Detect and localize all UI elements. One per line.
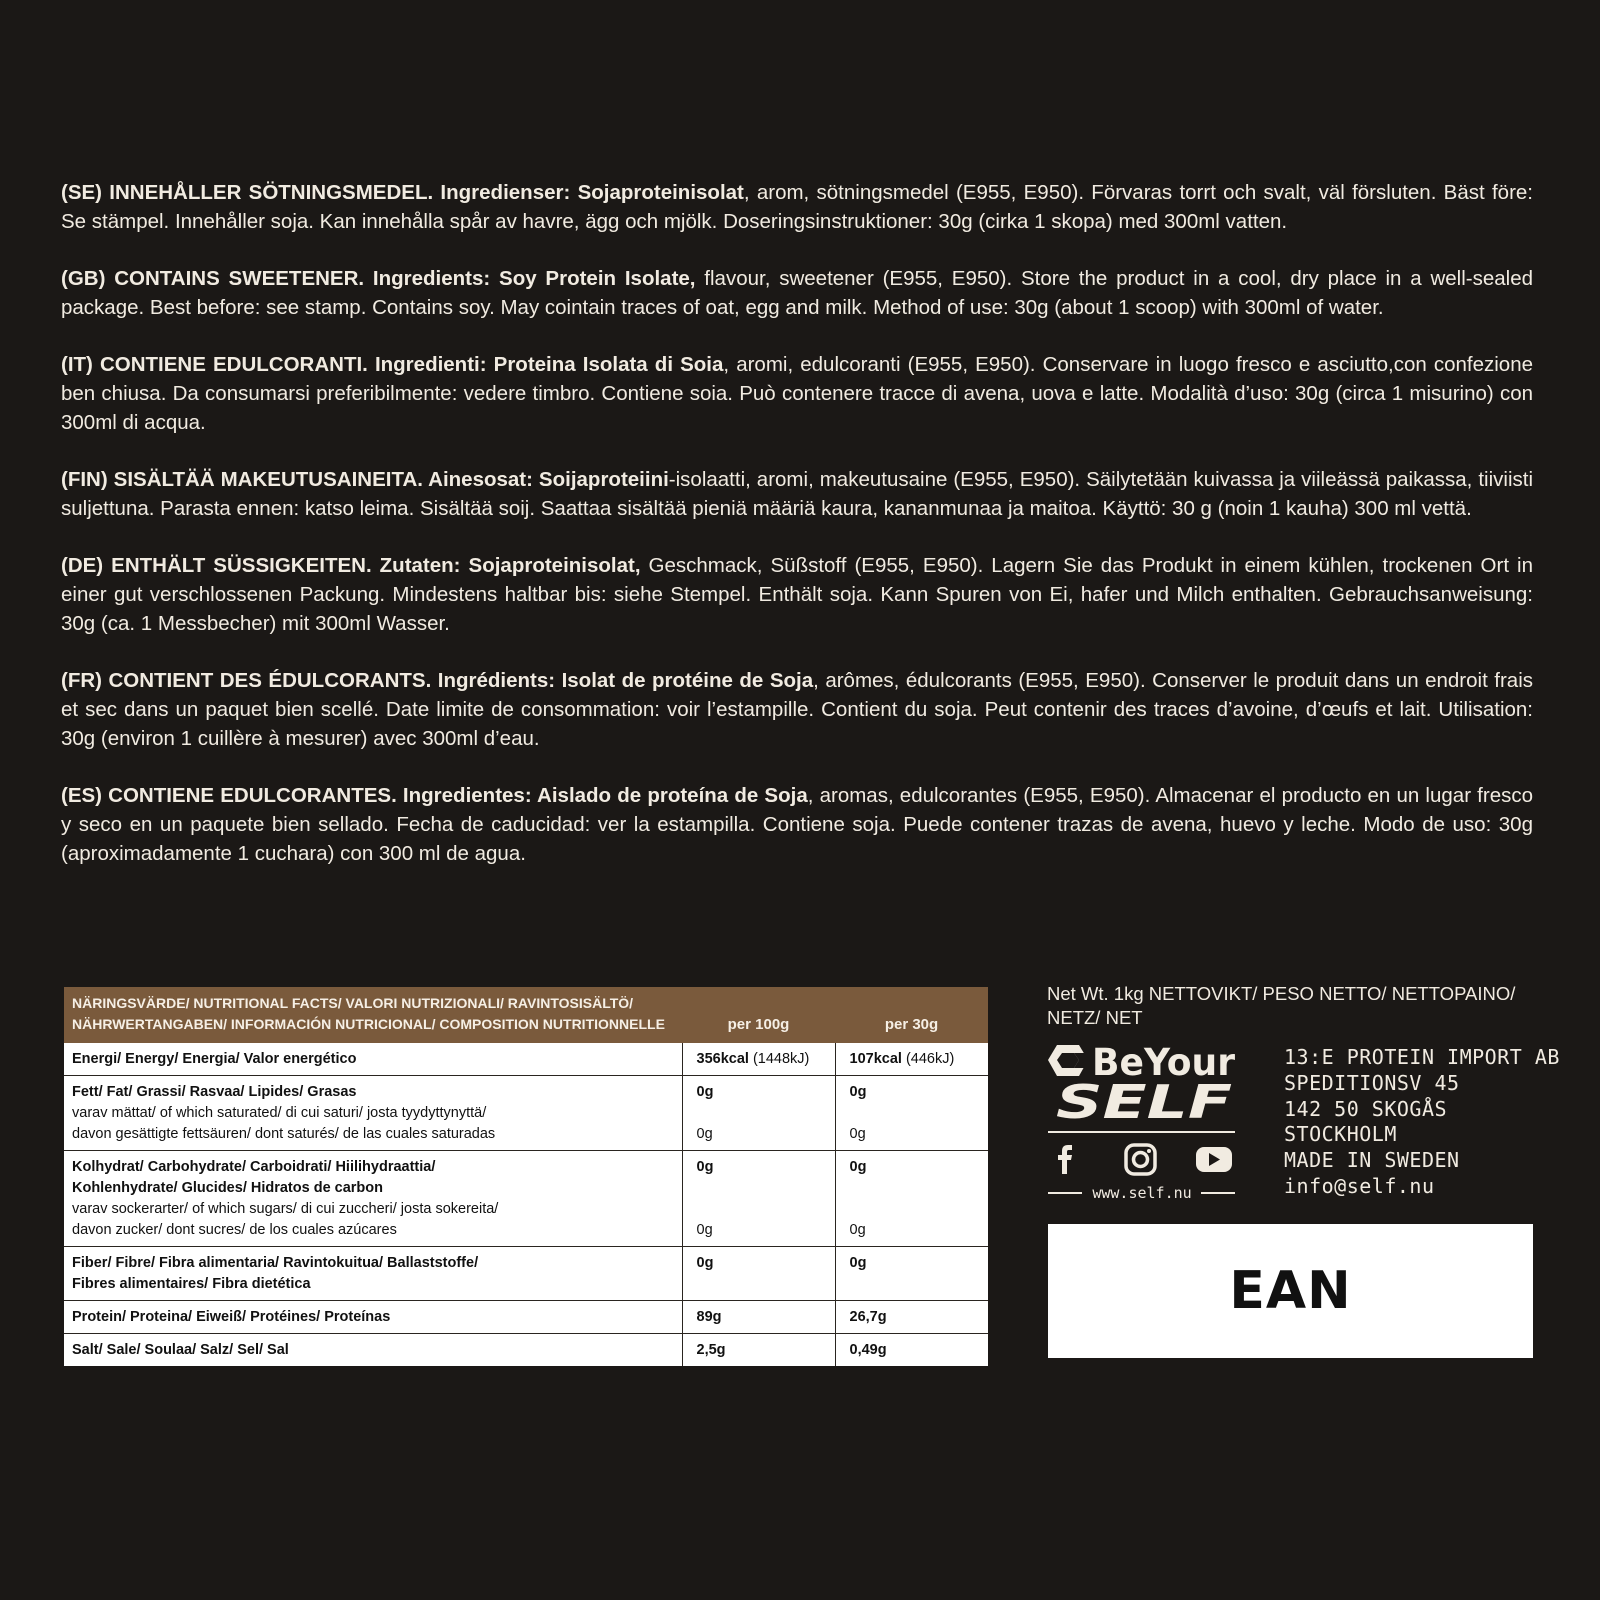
ean-box <box>1048 1224 1533 1358</box>
company-origin: MADE IN SWEDEN <box>1284 1148 1460 1173</box>
youtube-icon[interactable] <box>1196 1147 1232 1172</box>
saturated-label-1: varav mättat/ of which saturated/ di cui saturi/ josta tyydyttynyttä/ <box>72 1105 487 1121</box>
sugars-label-1: varav sockerarter/ of which sugars/ di cui zuccheri/ josta sokereita/ <box>72 1201 499 1217</box>
instagram-icon[interactable] <box>1126 1145 1155 1174</box>
ingredients-block <box>61 178 1533 896</box>
salt-100g: 2,5g <box>696 1342 726 1358</box>
carbs-label-1: Kolhydrat/ Carbohydrate/ Carboidrati/ Hiilihydraattia/ <box>72 1159 436 1175</box>
company-email[interactable]: info@self.nu <box>1284 1173 1435 1198</box>
company-city: STOCKHOLM <box>1284 1122 1397 1147</box>
salt-label: Salt/ Sale/ Soulaa/ Salz/ Sel/ Sal <box>72 1342 289 1358</box>
nutrition-header-title: NÄRINGSVÄRDE/ NUTRITIONAL FACTS/ VALORI NUTRIZIONALI/ RAVINTOSISÄLTÖ/ NÄHRWERTANGABEN/ INFORMACIÓN NUTRICIONAL/ COMPOSITION NUTRITIONNELLE <box>64 987 682 1043</box>
net-weight: Net Wt. 1kg NETTOVIKT/ PESO NETTO/ NETTOPAINO/ NETZ/ NET <box>1047 983 1516 1028</box>
brand-logo-graphic <box>1048 1043 1237 1205</box>
company-name: 13:E PROTEIN IMPORT AB <box>1284 1045 1560 1069</box>
company-postal: 142 50 SKOGÅS <box>1284 1096 1448 1121</box>
hexagon-icon <box>1048 1045 1088 1076</box>
energy-100g: 356kcal (1448kJ) <box>696 1051 810 1067</box>
salt-30g: 0,49g <box>849 1342 887 1358</box>
ingredients-es: (ES) CONTIENE EDULCORANTES. Ingredientes: Aislado de proteína de Soja, aromas, edulcorantes (E955, E950). Almacenar el producto en un lugar fresco y seco en un paquete bien sellado. Fecha de caducidad: ver la estampilla. Contiene soja. Puede contener trazas de avena, huevo y leche. Modo de uso: 30g (aproximadamente 1 cuchara) con 300 ml de agua. <box>61 784 1534 865</box>
saturated-100g: 0g <box>696 1126 713 1142</box>
ingredients-de: (DE) ENTHÄLT SÜSSIGKEITEN. Zutaten: Sojaproteinisolat, Geschmack, Süßstoff (E955, E950). Lagern Sie das Produkt in einem kühlen, trockenen Ort in einer gut verschlossenen Packung. Mindestens haltbar bis: siehe Stempel. Enthält soja. Kann Spuren von Ei, hafer und Milch enthalten. Gebrauchsanweisung: 30g (ca. 1 Messbecher) mit 300ml Wasser. <box>61 554 1533 635</box>
brand-line2: SELF <box>1056 1075 1232 1129</box>
brand-line1: BeYour <box>1092 1043 1236 1084</box>
sugars-100g: 0g <box>696 1222 713 1238</box>
table-row <box>64 1151 988 1247</box>
ingredients-gb: (GB) CONTAINS SWEETENER. Ingredients: Soy Protein Isolate, flavour, sweetener (E955, E950). Store the product in a cool, dry place in a well-sealed package. Best before: see stamp. Contains soy. May cointain traces of oat, egg and milk. Method of use: 30g (about 1 scoop) with 300ml of water. <box>61 267 1533 319</box>
sugars-label-2: davon zucker/ dont sucres/ de los cuales azúcares <box>72 1222 397 1238</box>
col-per-30g: per 30g <box>835 987 988 1043</box>
table-row <box>64 1076 988 1151</box>
fiber-label-1: Fiber/ Fibre/ Fibra alimentaria/ Ravintokuitua/ Ballaststoffe/ <box>72 1255 479 1271</box>
col-per-100g: per 100g <box>682 987 835 1043</box>
protein-label: Protein/ Proteina/ Eiweiß/ Protéines/ Proteínas <box>72 1309 391 1325</box>
brand-website[interactable]: www.self.nu <box>1092 1184 1192 1202</box>
carbs-100g: 0g <box>696 1159 714 1175</box>
ingredients-se: (SE) INNEHÅLLER SÖTNINGSMEDEL. Ingredienser: Sojaproteinisolat, arom, sötningsmedel (E955, E950). Förvaras torrt och svalt, väl försluten. Bäst före: Se stämpel. Innehåller soja. Kan innehålla spår av havre, ägg och mjölk. Doseringsinstruktioner: 30g (cirka 1 skopa) med 300ml vatten. <box>61 181 1533 233</box>
protein-30g: 26,7g <box>849 1309 887 1325</box>
carbs-label-2: Kohlenhydrate/ Glucides/ Hidratos de carbon <box>72 1180 384 1196</box>
fat-label: Fett/ Fat/ Grassi/ Rasvaa/ Lipides/ Grasas <box>72 1084 357 1100</box>
table-row <box>64 1301 988 1334</box>
protein-100g: 89g <box>696 1309 722 1325</box>
fiber-30g: 0g <box>849 1255 867 1271</box>
saturated-label-2: davon gesättigte fettsäuren/ dont saturés/ de las cuales saturadas <box>72 1126 496 1142</box>
nutrition-table <box>64 987 988 1366</box>
facebook-icon[interactable] <box>1058 1145 1072 1174</box>
ean-label: EAN <box>1229 1261 1352 1321</box>
table-row <box>64 1043 988 1076</box>
fiber-100g: 0g <box>696 1255 714 1271</box>
saturated-30g: 0g <box>849 1126 866 1142</box>
energy-label: Energi/ Energy/ Energia/ Valor energético <box>72 1051 357 1067</box>
company-address <box>1284 1045 1560 1200</box>
table-row <box>64 1247 988 1301</box>
brand-logo <box>1048 1043 1237 1205</box>
carbs-30g: 0g <box>849 1159 867 1175</box>
ingredients-fr: (FR) CONTIENT DES ÉDULCORANTS. Ingrédients: Isolat de protéine de Soja, arômes, édulcorants (E955, E950). Conserver le produit dans un endroit frais et sec dans un paquet bien scellé. Date limite de consommation: voir l’estampille. Contient du soja. Peut contenir des traces d’avoine, d’œufs et lait. Utilisation: 30g (environ 1 cuillère à mesurer) avec 300ml d’eau. <box>61 669 1534 750</box>
fat-30g: 0g <box>849 1084 867 1100</box>
table-row <box>64 1334 988 1367</box>
energy-30g: 107kcal (446kJ) <box>849 1051 955 1067</box>
ingredients-fin: (FIN) SISÄLTÄÄ MAKEUTUSAINEITA. Ainesosat: Soijaproteiini-isolaatti, aromi, makeutusaine (E955, E950). Säilytetään kuivassa ja viileässä paikassa, tiiviisti suljettuna. Parasta ennen: katso leima. Sisältää soij. Saattaa sisältää pieniä määriä kaura, kananmunaa ja maitoa. Käyttö: 30 g (noin 1 kauha) 300 ml vettä. <box>61 468 1533 520</box>
ingredients-it: (IT) CONTIENE EDULCORANTI. Ingredienti: Proteina Isolata di Soia, aromi, edulcoranti (E955, E950). Conservare in luogo fresco e asciutto,con confezione ben chiusa. Da consumarsi preferibilmente: vedere timbro. Contiene soia. Può contenere tracce di avena, uova e latte. Modalità d’uso: 30g (circa 1 misurino) con 300ml di acqua. <box>61 353 1533 434</box>
nutrition-header-row <box>64 987 988 1043</box>
company-street: SPEDITIONSV 45 <box>1284 1070 1460 1095</box>
sugars-30g: 0g <box>849 1222 866 1238</box>
fiber-label-2: Fibres alimentaires/ Fibra dietética <box>72 1276 311 1292</box>
fat-100g: 0g <box>696 1084 714 1100</box>
